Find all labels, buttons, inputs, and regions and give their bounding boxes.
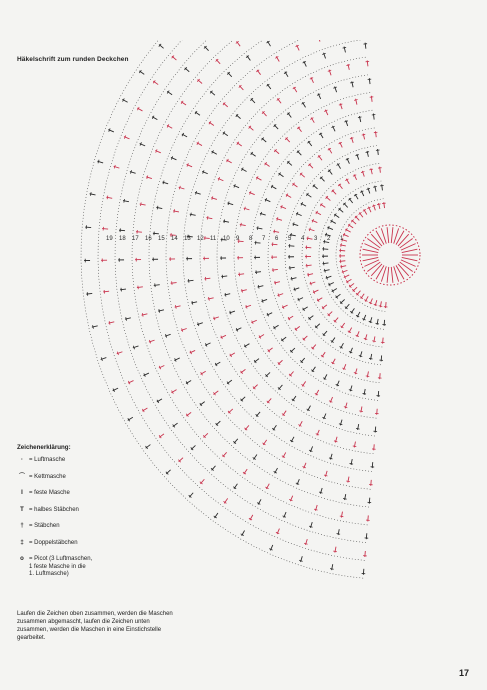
stitch-mark <box>339 424 342 425</box>
stitch-mark <box>326 276 327 279</box>
stitch-mark <box>373 186 377 187</box>
stitch-mark <box>343 47 347 48</box>
stitch-mark <box>333 551 337 552</box>
round-number: 15 <box>158 236 165 242</box>
stitch-mark <box>324 240 325 244</box>
chain-arc <box>98 40 365 560</box>
stitch-mark <box>387 227 389 243</box>
stitch-mark <box>98 160 99 163</box>
stitch-mark <box>350 138 353 139</box>
legend-symbol-icon: I <box>21 490 23 496</box>
stitch-mark <box>337 534 341 535</box>
page-title: Häkelschrift zum runden Deckchen <box>17 56 129 63</box>
stitch-mark <box>398 264 409 276</box>
legend-item <box>17 540 132 548</box>
stitch-mark <box>366 376 370 377</box>
stitch-mark <box>114 165 115 168</box>
chain-arc <box>251 110 378 400</box>
stitch-mark <box>314 509 317 510</box>
stitch-mark <box>401 244 416 251</box>
stitch-mark <box>212 196 213 199</box>
stitch-mark <box>343 498 347 499</box>
stitch-mark <box>363 393 367 394</box>
stitch-mark <box>308 273 309 277</box>
stitch-mark <box>124 199 125 203</box>
legend <box>17 444 132 588</box>
legend-symbol-icon: ⌒ <box>18 473 25 480</box>
stitch-mark <box>131 170 132 173</box>
legend-text: = feste Masche <box>29 490 70 496</box>
stitch-mark <box>387 267 389 283</box>
stitch-mark <box>274 230 275 234</box>
stitch-mark <box>307 236 308 240</box>
stitch-mark <box>244 207 245 210</box>
legend-text: = halbes Stäbchen <box>29 506 79 513</box>
legend-symbol-icon: o <box>20 556 24 562</box>
chain-arc <box>149 40 369 507</box>
stitch-mark <box>277 217 278 220</box>
stitch-mark <box>356 428 360 429</box>
stitch-mark <box>209 297 210 301</box>
chain-arc <box>115 40 366 543</box>
stitch-mark <box>353 446 357 447</box>
chain-arc <box>217 75 375 436</box>
stitch-mark <box>101 357 102 360</box>
stitch-mark <box>367 239 380 248</box>
legend-item <box>17 507 132 515</box>
stitch-mark <box>375 323 379 324</box>
stitch-mark <box>372 205 375 206</box>
stitch-mark <box>374 304 377 305</box>
stitch-mark <box>262 299 263 302</box>
stitch-mark <box>261 212 262 215</box>
stitch-mark <box>364 244 379 251</box>
round-number: 10 <box>223 236 230 242</box>
stitch-mark <box>214 317 215 320</box>
instruction-note: Laufen die Zeichen oben zusammen, werden die Maschen zusammen abgemascht, laufen die Zeichen unten zusammen, werden die Maschen in eine Einstichstelle gearbeitet. <box>17 611 173 642</box>
stitch-mark <box>354 373 357 374</box>
stitch-mark <box>333 87 336 88</box>
stitch-mark <box>149 340 150 343</box>
stitch-mark <box>371 234 382 246</box>
legend-list <box>17 457 132 579</box>
stitch-mark <box>319 492 322 493</box>
stitch-mark <box>196 191 197 194</box>
stitch-mark <box>147 175 148 178</box>
legend-text: = Picot (3 Luftmaschen, 1 feste Masche in die 1. Luftmasche) <box>29 556 93 577</box>
stitch-mark <box>109 321 110 325</box>
round-number: 3 <box>314 236 318 242</box>
round-number: 7 <box>262 236 266 242</box>
stitch-mark <box>341 243 342 247</box>
stitch-mark <box>363 249 379 252</box>
stitch-mark <box>246 305 247 308</box>
stitch-mark <box>398 234 409 246</box>
stitch-mark <box>369 169 373 170</box>
stitch-mark <box>179 186 180 189</box>
stitch-mark <box>364 338 367 339</box>
stitch-mark <box>355 155 358 156</box>
stitch-mark <box>241 223 242 227</box>
stitch-mark <box>90 192 91 196</box>
legend-symbol-icon: ‡ <box>20 539 24 546</box>
stitch-mark <box>198 323 199 326</box>
legend-symbol-icon: T <box>20 506 24 513</box>
stitch-mark <box>391 267 393 283</box>
stitch-mark <box>377 204 381 205</box>
stitch-mark <box>344 121 347 122</box>
stitch-mark <box>371 264 382 276</box>
stitch-mark <box>400 239 413 248</box>
chain-arc <box>166 40 371 489</box>
round-number: 6 <box>275 236 279 242</box>
round-number: 19 <box>106 236 113 242</box>
legend-item <box>17 490 132 498</box>
stitch-mark <box>278 293 279 296</box>
stitch-mark <box>372 341 376 342</box>
round-number: 12 <box>197 236 204 242</box>
stitch-mark <box>342 270 343 273</box>
legend-text: = Doppelstäbchen <box>29 539 78 546</box>
legend-symbol-icon: † <box>20 523 24 529</box>
stitch-mark <box>363 257 379 260</box>
stitch-mark <box>358 117 362 118</box>
stitch-mark <box>324 475 327 476</box>
stitch-mark <box>359 411 363 412</box>
stitch-mark <box>242 289 243 293</box>
stitch-mark <box>346 481 350 482</box>
stitch-mark <box>309 526 312 527</box>
round-number: 2 <box>327 236 331 242</box>
stitch-mark <box>344 407 347 408</box>
round-number: 4 <box>301 236 305 242</box>
stitch-mark <box>107 196 108 200</box>
stitch-mark <box>350 463 354 464</box>
stitch-mark <box>228 202 229 205</box>
stitch-mark <box>402 249 418 252</box>
stitch-mark <box>400 262 413 271</box>
chain-arc <box>234 92 376 418</box>
stitch-mark <box>346 65 350 66</box>
stitch-mark <box>401 260 416 267</box>
round-number: 1 <box>340 236 344 242</box>
round-number: 5 <box>288 236 292 242</box>
stitch-mark <box>369 358 373 359</box>
stitch-mark <box>293 222 294 225</box>
stitch-mark <box>159 309 160 313</box>
stitch-mark <box>350 82 354 83</box>
stitch-mark <box>339 104 342 105</box>
legend-text: = Stäbchen <box>29 523 60 529</box>
stitch-mark <box>367 262 380 271</box>
chain-arc <box>132 40 368 525</box>
stitch-mark <box>207 216 208 220</box>
legend-item <box>17 474 132 482</box>
stitch-mark <box>166 334 167 337</box>
legend-item <box>17 556 132 579</box>
stitch-mark <box>328 70 331 71</box>
stitch-mark <box>349 390 352 391</box>
stitch-mark <box>299 560 302 561</box>
legend-item <box>17 457 132 465</box>
round-number: 11 <box>210 236 217 242</box>
stitch-mark <box>117 352 118 355</box>
stitch-mark <box>257 226 258 230</box>
stitch-mark <box>364 260 379 267</box>
stitch-mark <box>325 269 326 273</box>
round-number: 16 <box>145 236 152 242</box>
round-number: 17 <box>132 236 139 242</box>
stitch-mark <box>93 325 94 329</box>
stitch-mark <box>304 543 307 544</box>
legend-text: = Luftmasche <box>29 457 66 463</box>
stitch-mark <box>291 277 292 281</box>
stitch-mark <box>157 206 158 210</box>
page-number: 17 <box>458 668 469 678</box>
stitch-mark <box>163 181 164 184</box>
stitch-mark <box>182 328 183 331</box>
stitch-mark <box>359 355 362 356</box>
stitch-mark <box>391 227 393 243</box>
legend-text: = Kettmasche <box>29 473 66 480</box>
stitch-mark <box>366 152 370 153</box>
stitch-mark <box>224 219 225 223</box>
chain-arc <box>200 57 373 454</box>
stitch-mark <box>141 202 142 206</box>
stitch-mark <box>294 288 295 291</box>
stitch-mark <box>362 134 366 135</box>
stitch-mark <box>334 441 337 442</box>
stitch-mark <box>367 188 370 189</box>
stitch-mark <box>309 228 310 231</box>
round-number: 13 <box>184 236 191 242</box>
stitch-mark <box>191 213 192 217</box>
stitch-mark <box>354 100 358 101</box>
stitch-mark <box>225 293 226 297</box>
legend-item <box>17 523 132 531</box>
stitch-mark <box>230 311 231 314</box>
stitch-mark <box>379 306 383 307</box>
stitch-mark <box>402 257 418 260</box>
round-number: 14 <box>171 236 178 242</box>
stitch-mark <box>369 321 372 322</box>
stitch-mark <box>174 209 175 213</box>
legend-title: Zeichenerklärung: <box>17 444 71 451</box>
stitch-mark <box>330 569 334 570</box>
stitch-mark <box>142 313 143 317</box>
stitch-mark <box>340 516 344 517</box>
stitch-mark <box>310 282 311 285</box>
round-number: 9 <box>236 236 240 242</box>
stitch-mark <box>318 40 320 42</box>
stitch-mark <box>341 265 342 269</box>
stitch-mark <box>175 305 176 309</box>
legend-symbol-icon: · <box>21 457 23 463</box>
round-number: 18 <box>119 236 126 242</box>
stitch-mark <box>361 171 364 172</box>
stitch-mark <box>192 301 193 305</box>
stitch-mark <box>126 317 127 321</box>
stitch-mark <box>275 281 276 285</box>
stitch-mark <box>258 285 259 289</box>
round-number: 8 <box>249 236 253 242</box>
stitch-mark <box>322 53 325 54</box>
stitch-mark <box>329 458 332 459</box>
stitch-mark <box>133 346 134 349</box>
